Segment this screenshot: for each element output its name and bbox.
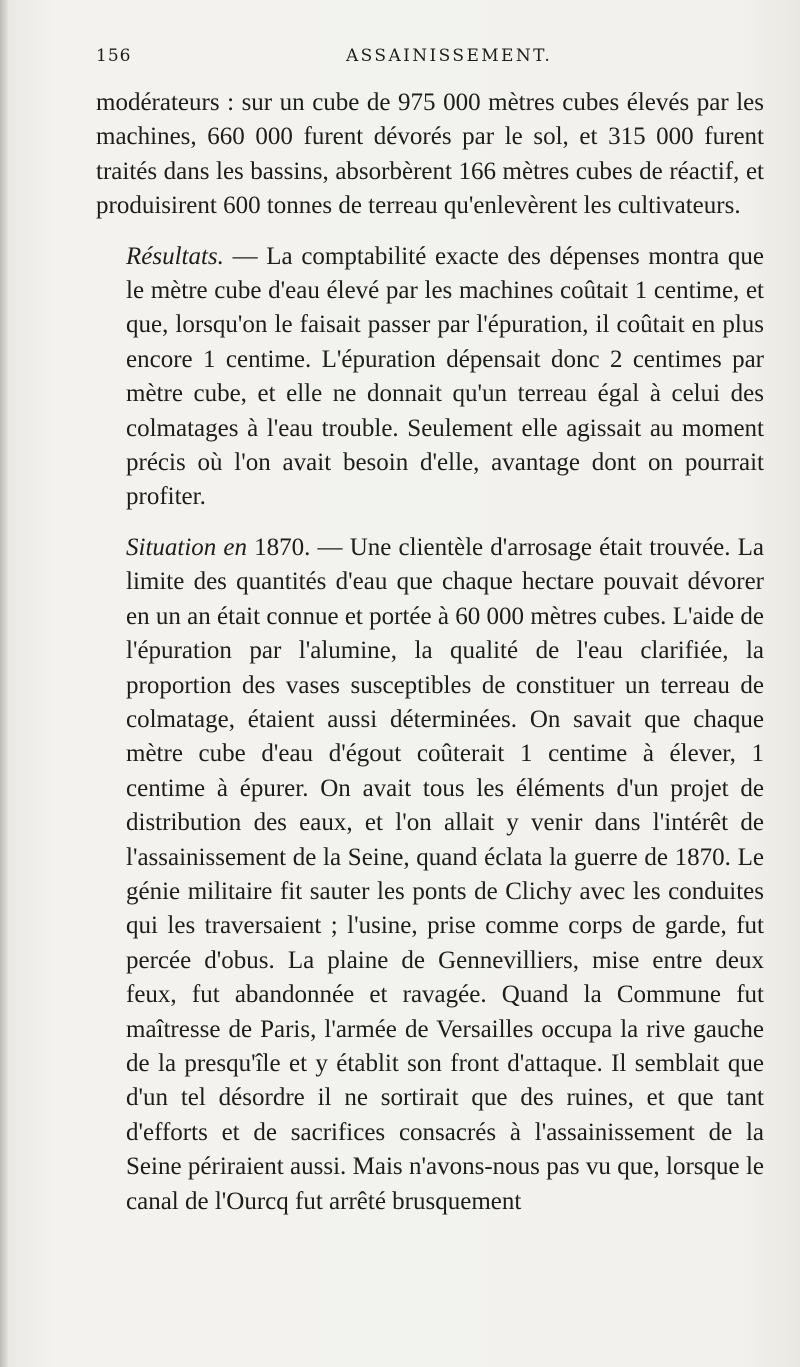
section-lead-in: Situation en <box>126 533 248 561</box>
page-binding-shadow <box>0 0 8 1367</box>
page-number: 156 <box>96 46 132 66</box>
paragraph-situation <box>96 531 764 1219</box>
paragraph-text: 1870. — Une clientèle d'arrosage était trouvée. La limite des quantités d'eau que chaque hectare pouvait dévorer en un an était connue et portée à 60 000 mètres cubes. L'aide de l'épuration par l'alumine, la qualité de l'eau clarifiée, la proportion des vases susceptibles de constituer un terreau de colmatage, étaient aussi déterminées. On savait que chaque mètre cube d'eau d'égout coûterait 1 centime à élever, 1 centime à épurer. On avait tous les éléments d'un projet de distribution des eaux, et l'on allait y venir dans l'intérêt de l'assainissement de la Seine, quand éclata la guerre de 1870. Le génie militaire fit sauter les ponts de Clichy avec les conduites qui les traversaient ; l'usine, prise comme corps de garde, fut percée d'obus. La plaine de Gennevilliers, mise entre deux feux, fut abandonnée et ravagée. Quand la Commune fut maîtresse de Paris, l'armée de Versailles occupa la rive gauche de la presqu'île et y établit son front d'attaque. Il semblait que d'un tel désordre il ne sortirait que des ruines, et que tant d'efforts et de sacrifices consacrés à l'assainissement de la Seine périraient aussi. Mais n'avons-nous pas vu que, lorsque le canal de l'Ourcq fut arrêté brusquement <box>126 533 764 1215</box>
running-title: ASSAINISSEMENT. <box>346 46 553 66</box>
paragraph-text: — La comptabilité exacte des dépenses montra que le mètre cube d'eau élevé par les machines coûtait 1 centime, et que, lorsqu'on le faisait passer par l'épuration, il coûtait en plus encore 1 centime. L'épuration dépensait donc 2 centimes par mètre cube, et elle ne donnait qu'un terreau égal à celui des colmatages à l'eau trouble. Seulement elle agissait au moment précis où l'on avait besoin d'elle, avantage dont on pourrait profiter. <box>126 242 764 511</box>
running-head <box>96 46 760 74</box>
paragraph-resultats <box>96 240 764 515</box>
paragraph-text: modérateurs : sur un cube de 975 000 mètres cubes élevés par les machines, 660 000 furent dévorés par le sol, et 315 000 furent traités dans les bassins, absorbèrent 166 mètres cubes de réactif, et produisirent 600 tonnes de terreau qu'enlevèrent les cultivateurs. <box>96 89 764 220</box>
body-text <box>96 86 764 1219</box>
section-lead-in: Résultats. <box>126 242 224 270</box>
paragraph-continuation <box>96 86 764 224</box>
